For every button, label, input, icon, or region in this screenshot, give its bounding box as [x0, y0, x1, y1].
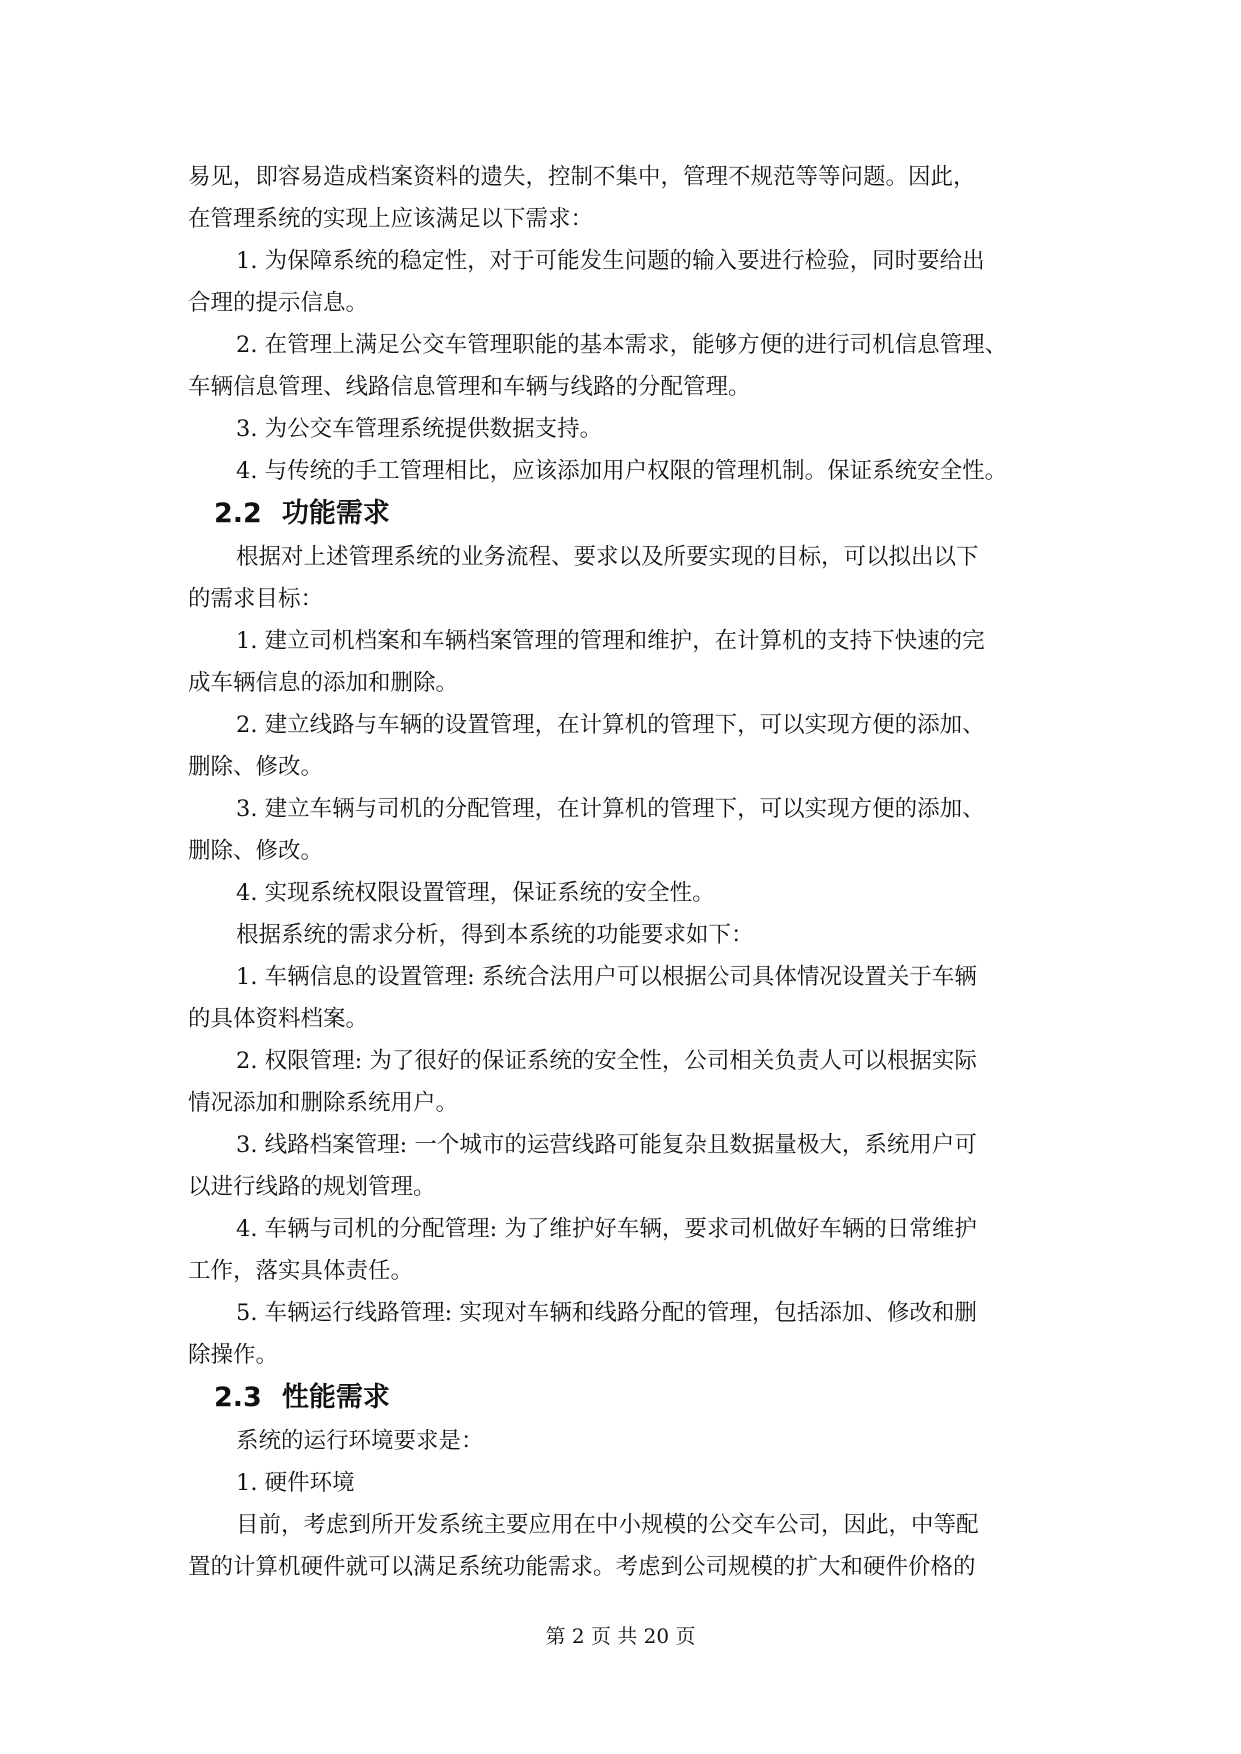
list-item: 4. 车辆与司机的分配管理: 为了维护好车辆，要求司机做好车辆的日常维护 [236, 1216, 977, 1242]
paragraph-line: 目前，考虑到所开发系统主要应用在中小规模的公交车公司，因此，中等配 [236, 1512, 979, 1538]
paragraph-line: 成车辆信息的添加和删除。 [188, 670, 459, 696]
paragraph-line: 情况添加和删除系统用户。 [188, 1090, 459, 1116]
list-item: 3. 线路档案管理: 一个城市的运营线路可能复杂且数据量极大，系统用户可 [236, 1132, 977, 1158]
list-item: 3. 为公交车管理系统提供数据支持。 [236, 416, 603, 442]
paragraph-line: 的需求目标： [188, 586, 324, 612]
section-heading-2-2 [188, 492, 1058, 536]
paragraph-line: 删除、修改。 [188, 754, 324, 780]
paragraph-line: 工作，落实具体责任。 [188, 1258, 414, 1284]
paragraph-line: 根据对上述管理系统的业务流程、要求以及所要实现的目标，可以拟出以下 [236, 544, 979, 570]
page-number-footer: 第 2 页 共 20 页 [545, 1624, 696, 1648]
paragraph-line: 根据系统的需求分析，得到本系统的功能要求如下： [236, 922, 754, 948]
paragraph-line: 删除、修改。 [188, 838, 324, 864]
list-item: 1. 车辆信息的设置管理: 系统合法用户可以根据公司具体情况设置关于车辆 [236, 964, 977, 990]
section-number: 2.3 [214, 1382, 262, 1413]
paragraph-line: 的具体资料档案。 [188, 1006, 369, 1032]
paragraph-line: 置的计算机硬件就可以满足系统功能需求。考虑到公司规模的扩大和硬件价格的 [188, 1554, 976, 1580]
paragraph-line: 系统的运行环境要求是： [236, 1428, 484, 1454]
paragraph-line: 车辆信息管理、线路信息管理和车辆与线路的分配管理。 [188, 374, 751, 400]
section-title: 功能需求 [281, 498, 390, 529]
list-item: 2. 权限管理: 为了很好的保证系统的安全性，公司相关负责人可以根据实际 [236, 1048, 977, 1074]
paragraph-line: 易见，即容易造成档案资料的遗失，控制不集中，管理不规范等等问题。因此， [188, 164, 976, 190]
list-item: 1. 建立司机档案和车辆档案管理的管理和维护，在计算机的支持下快速的完 [236, 628, 985, 654]
section-title: 性能需求 [281, 1382, 390, 1413]
list-item: 3. 建立车辆与司机的分配管理，在计算机的管理下，可以实现方便的添加、 [236, 796, 985, 822]
paragraph-line: 在管理系统的实现上应该满足以下需求： [188, 206, 594, 232]
paragraph-line: 合理的提示信息。 [188, 290, 369, 316]
list-item: 5. 车辆运行线路管理: 实现对车辆和线路分配的管理，包括添加、修改和删 [236, 1300, 977, 1326]
list-item: 4. 与传统的手工管理相比，应该添加用户权限的管理机制。保证系统安全性。 [236, 458, 1008, 484]
list-item: 1. 为保障系统的稳定性，对于可能发生问题的输入要进行检验，同时要给出 [236, 248, 985, 274]
section-number: 2.2 [214, 498, 262, 529]
paragraph-line: 以进行线路的规划管理。 [188, 1174, 436, 1200]
section-heading-2-3 [188, 1376, 1058, 1420]
list-item: 2. 建立线路与车辆的设置管理，在计算机的管理下，可以实现方便的添加、 [236, 712, 985, 738]
paragraph-line: 除操作。 [188, 1342, 279, 1368]
list-item: 2. 在管理上满足公交车管理职能的基本需求，能够方便的进行司机信息管理、 [236, 332, 1008, 358]
list-item: 4. 实现系统权限设置管理，保证系统的安全性。 [236, 880, 715, 906]
page-content [188, 156, 1058, 1588]
list-item: 1. 硬件环境 [236, 1470, 355, 1496]
